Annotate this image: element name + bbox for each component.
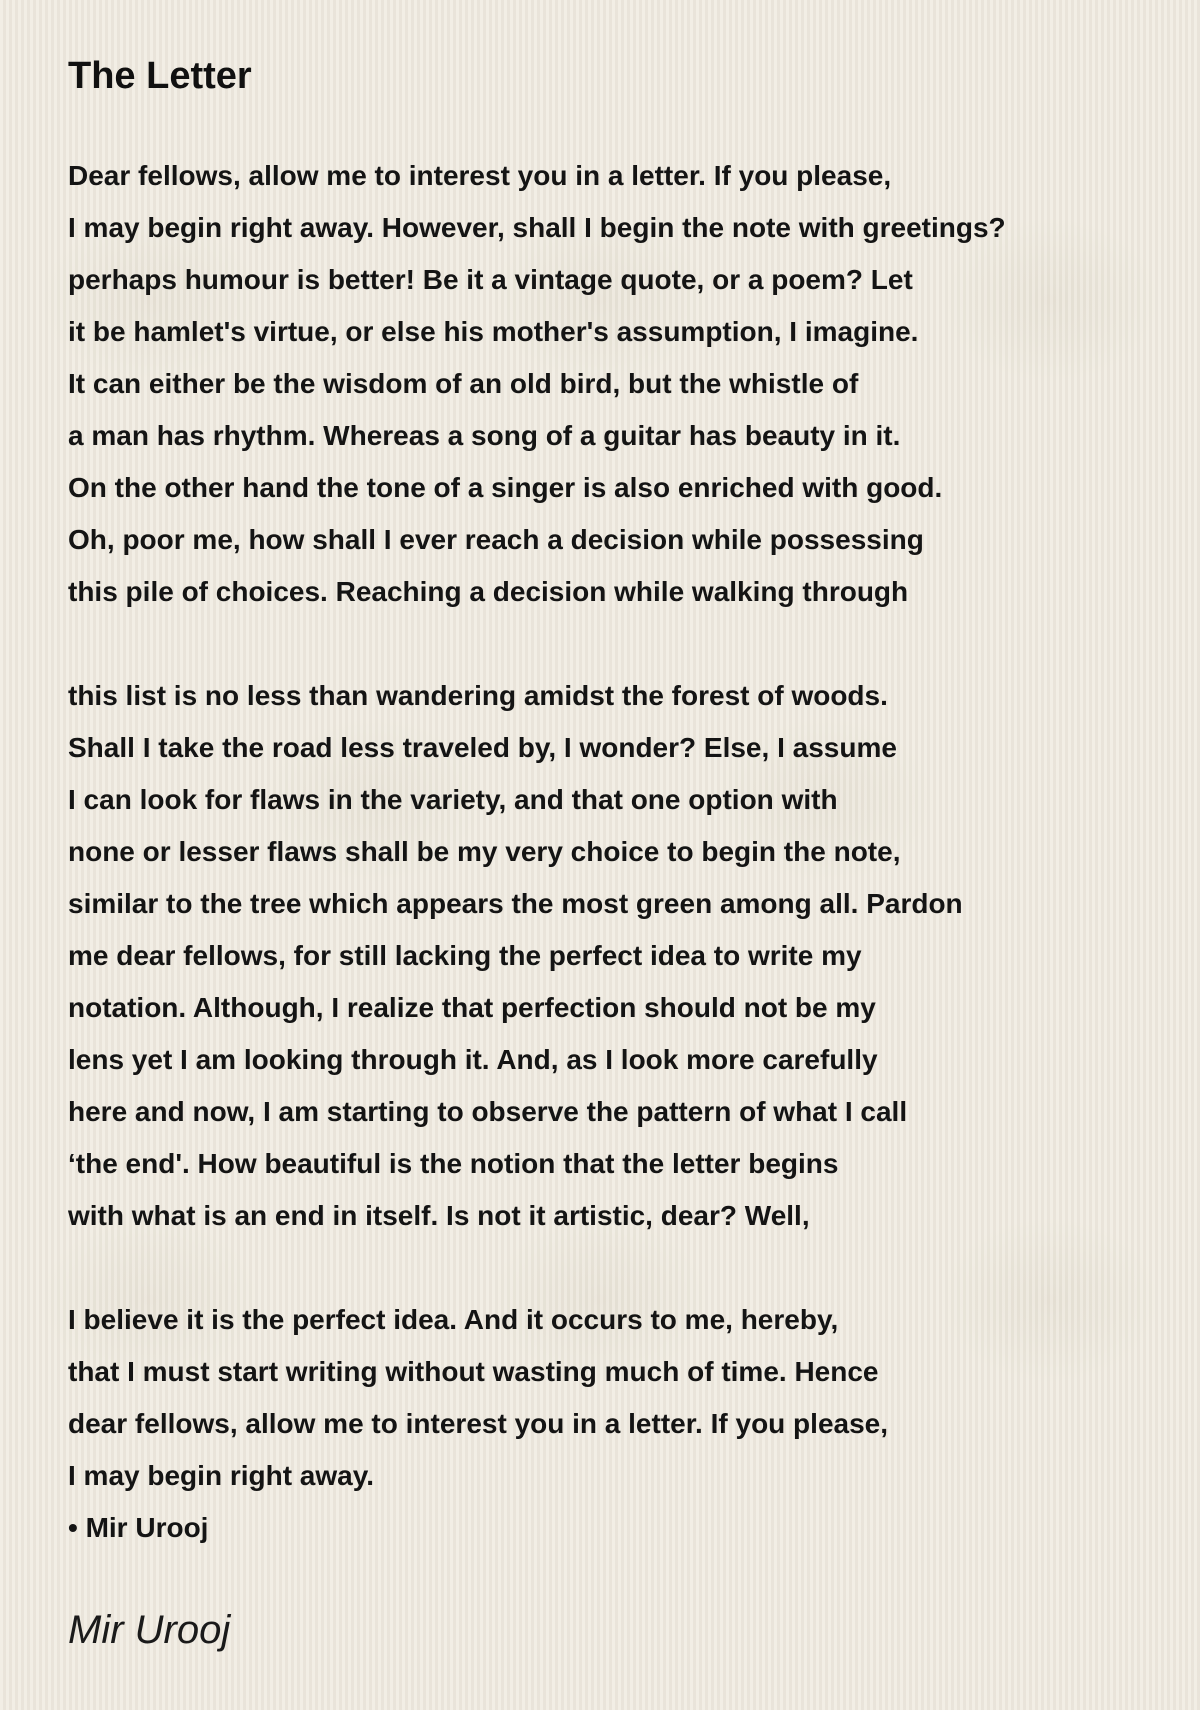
poem-author-line: • Mir Urooj — [68, 1512, 209, 1543]
poem-title: The Letter — [68, 55, 252, 97]
poem-line: lens yet I am looking through it. And, as I look more carefully — [68, 1044, 878, 1075]
poem-line: dear fellows, allow me to interest you in a letter. If you please, — [68, 1408, 889, 1439]
stanza — [68, 1294, 1178, 1554]
poem-line: this pile of choices. Reaching a decision while walking through — [68, 576, 909, 607]
poem-line: ‘the end'. How beautiful is the notion that the letter begins — [68, 1148, 839, 1179]
poem-body — [68, 150, 1178, 1606]
poem-line: I believe it is the perfect idea. And it occurs to me, hereby, — [68, 1304, 839, 1335]
poem-line: Shall I take the road less traveled by, I wonder? Else, I assume — [68, 732, 897, 763]
poem-line: I can look for flaws in the variety, and that one option with — [68, 784, 838, 815]
poem-line: here and now, I am starting to observe the pattern of what I call — [68, 1096, 908, 1127]
poem-line: it be hamlet's virtue, or else his mother's assumption, I imagine. — [68, 316, 919, 347]
poem-line: me dear fellows, for still lacking the perfect idea to write my — [68, 940, 862, 971]
poem-line: with what is an end in itself. Is not it artistic, dear? Well, — [68, 1200, 810, 1231]
poem-line: perhaps humour is better! Be it a vintage quote, or a poem? Let — [68, 264, 913, 295]
poem-line: I may begin right away. However, shall I begin the note with greetings? — [68, 212, 1006, 243]
stanza — [68, 150, 1178, 618]
poem-line: On the other hand the tone of a singer is also enriched with good. — [68, 472, 943, 503]
author-signature: Mir Urooj — [68, 1608, 231, 1652]
poem-line: Oh, poor me, how shall I ever reach a decision while possessing — [68, 524, 924, 555]
poem-line: It can either be the wisdom of an old bird, but the whistle of — [68, 368, 859, 399]
poem-line: a man has rhythm. Whereas a song of a guitar has beauty in it. — [68, 420, 901, 451]
poem-line: similar to the tree which appears the most green among all. Pardon — [68, 888, 963, 919]
poem-line: I may begin right away. — [68, 1460, 375, 1491]
poem-line: none or lesser flaws shall be my very choice to begin the note, — [68, 836, 901, 867]
poem-line: that I must start writing without wasting much of time. Hence — [68, 1356, 879, 1387]
poem-line: this list is no less than wandering amidst the forest of woods. — [68, 680, 888, 711]
poem-line: notation. Although, I realize that perfection should not be my — [68, 992, 876, 1023]
stanza — [68, 670, 1178, 1242]
poem-line: Dear fellows, allow me to interest you in a letter. If you please, — [68, 160, 892, 191]
